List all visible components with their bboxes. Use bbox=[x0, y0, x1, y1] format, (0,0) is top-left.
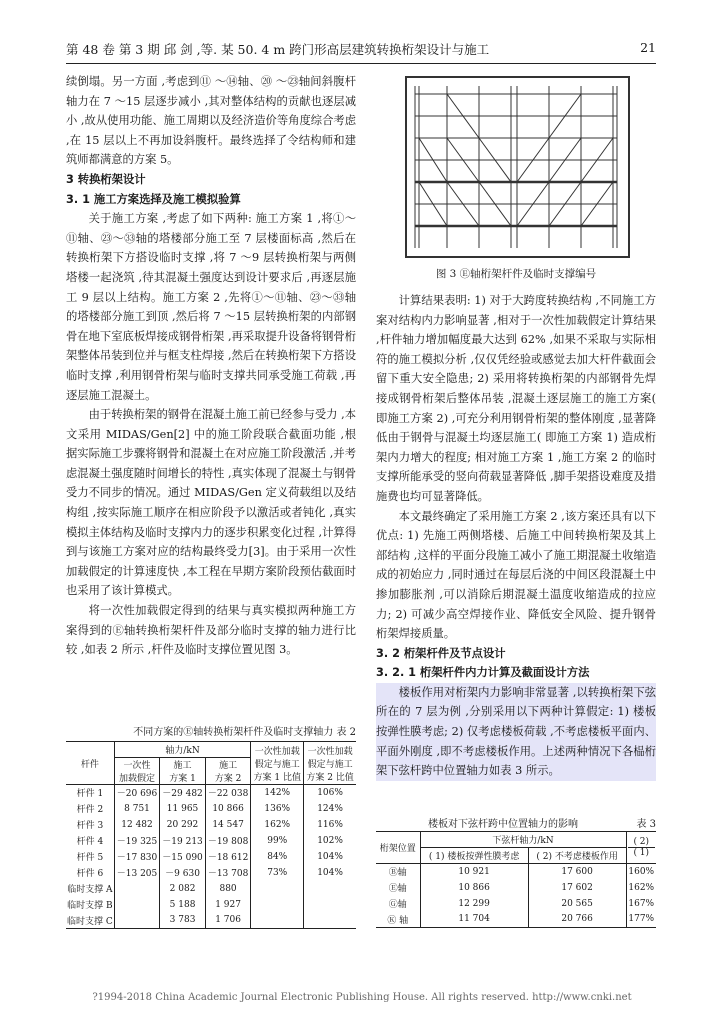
table-cell: 20 565 bbox=[528, 896, 626, 912]
table-cell: 104% bbox=[317, 851, 343, 862]
table-cell: Ⓑ轴 bbox=[376, 864, 420, 880]
table-cell: －22 038 bbox=[205, 785, 251, 801]
table-cell: 14 547 bbox=[205, 817, 251, 833]
table-3-label: 表 3 bbox=[636, 819, 656, 830]
table-cell: 99% bbox=[251, 833, 304, 849]
col-scheme-1-line: 方案 1 bbox=[169, 774, 196, 784]
table-cell: 73% bbox=[251, 865, 304, 881]
table-cell bbox=[114, 881, 160, 897]
table-cell: 167% bbox=[628, 898, 655, 909]
truss-drawing bbox=[407, 78, 628, 256]
paragraph: 由于转换桁架的钢骨在混凝土施工前已经参与受力 ,本文采用 MIDAS/Gen[2] 中的施工阶段联合截面功能 ,根据实际施工步骤将钢骨和混凝土在对应施工阶段激活 ,并考虑混凝土强度随时间增长的特性 ,真实体现了混凝土与钢骨受力不同步的情况。通过 MIDAS/Gen 定义荷载组以及结构组 ,按实际施工顺序在相应阶段予以激活或者钝化 ,真实模拟主体结构及临时支撑内力的逐步积累变化过程 ,计算得到与该施工方案对应的结构最终受力[3]。由于采用一次性加载假定的计算速度快 ,本工程在早期方案阶段预估截面时也采用了该计算模式。 bbox=[66, 408, 356, 598]
col-ratio-1-line: 假定与施工 bbox=[254, 759, 300, 770]
table-cell: 临时支撑 B bbox=[66, 897, 114, 913]
table-cell: 104% bbox=[317, 867, 343, 878]
section-heading-3-2-1: 3. 2. 1 桁架杆件内力计算及截面设计方法 bbox=[376, 666, 590, 680]
table-cell: 84% bbox=[251, 849, 304, 865]
col-elastic-membrane: ( 1) 楼板按弹性膜考虑 bbox=[420, 848, 528, 864]
table-cell: －19 325 bbox=[114, 833, 160, 849]
table-cell: 2 082 bbox=[160, 881, 206, 897]
table-cell: 20 292 bbox=[160, 817, 206, 833]
col-scheme-2 bbox=[205, 758, 251, 785]
table-2-row bbox=[66, 801, 356, 817]
table-2-row bbox=[66, 785, 356, 801]
table-cell bbox=[114, 913, 160, 929]
table-cell: 102% bbox=[317, 835, 343, 846]
table-3-row bbox=[376, 912, 656, 928]
header-journal-title: 第 48 卷 第 3 期 邱 剑 ,等. 某 50. 4 m 跨门形高层建筑转换桁架设计与施工 bbox=[66, 42, 490, 57]
table-cell: 880 bbox=[205, 881, 251, 897]
paragraph: 续倒塌。另一方面 ,考虑到⑪ ～⑭轴、⑳ ～㉓轴间斜腹杆轴力在 7 ～15 层逐步减小 ,其对整体结构的贡献也逐层减小 ,故从使用功能、施工周期以及经济造价等角度综合考虑 ,在 15 层以上不再加设斜腹杆。最终选择了令结构师和建筑师都满意的方案 5。 bbox=[66, 75, 356, 167]
table-cell: －19 213 bbox=[160, 833, 206, 849]
table-cell bbox=[251, 881, 304, 897]
table-cell: 162% bbox=[628, 882, 655, 893]
table-cell: 20 766 bbox=[528, 912, 626, 928]
table-cell bbox=[304, 881, 356, 897]
table-cell: 8 751 bbox=[114, 801, 160, 817]
table-cell: 杆件 2 bbox=[66, 801, 114, 817]
col-ratio-2 bbox=[304, 742, 356, 785]
table-cell: 17 602 bbox=[528, 880, 626, 896]
table-2-body bbox=[66, 785, 356, 929]
table-3-row bbox=[376, 880, 656, 896]
col-scheme-1-line: 施工 bbox=[173, 761, 192, 771]
table-cell: 17 600 bbox=[528, 864, 626, 880]
section-heading-3-1: 3. 1 施工方案选择及施工模拟验算 bbox=[66, 192, 241, 206]
table-cell: Ⓚ 轴 bbox=[376, 912, 420, 928]
col-position: 桁架位置 bbox=[376, 832, 420, 864]
table-3-caption: 楼板对下弦杆跨中位置轴力的影响 bbox=[428, 819, 578, 830]
table-cell: 5 188 bbox=[160, 897, 206, 913]
table-cell: 116% bbox=[317, 819, 343, 830]
table-cell: －9 630 bbox=[160, 865, 206, 881]
col-once bbox=[114, 758, 160, 785]
figure-3-caption: 图 3 Ⓔ轴桁架杆件及临时支撑编号 bbox=[435, 268, 597, 280]
col-member: 杆件 bbox=[66, 742, 114, 785]
table-cell: 142% bbox=[251, 785, 304, 801]
table-cell bbox=[251, 897, 304, 913]
left-column bbox=[66, 72, 356, 714]
col-scheme-2-line: 方案 2 bbox=[214, 774, 242, 784]
col-ratio-numerator: ( 2) bbox=[628, 837, 656, 848]
table-cell: 临时支撑 A bbox=[66, 881, 114, 897]
col-scheme-2-line: 施工 bbox=[219, 761, 238, 771]
right-column bbox=[376, 291, 656, 809]
paragraph: 本文最终确定了采用施工方案 2 ,该方案还具有以下优点: 1) 先施工两侧塔楼、后施工中间转换桁架及其上部结构 ,这样的平面分段施工减小了施工期混凝土收缩造成的初始应力 ,同时通过在每层后浇的中间区段混凝土中掺加膨胀剂 ,可以消除后期混凝土温度收缩造成的拉应力; 2) 可减少高空焊接作业、降低安全风险、提升钢骨桁架焊接质量。 bbox=[376, 509, 656, 641]
table-cell: 杆件 1 bbox=[66, 785, 114, 801]
col-ratio-2-line: 一次性加载 bbox=[307, 746, 353, 757]
table-cell: －19 808 bbox=[205, 833, 251, 849]
paragraph: 关于施工方案 ,考虑了如下两种: 施工方案 1 ,将①～⑪轴、㉓～㉝轴的塔楼部分施工至 7 层楼面标高 ,然后在转换桁架下方搭设临时支撑 ,将 7 ～9 层转换桁架与两侧塔楼一起浇筑 ,待其混凝土强度达到设计要求后 ,再逐层施工 9 层以上结构。施工方案 2 ,先将①～⑪轴、㉓～㉝轴的塔楼部分施工到顶 ,然后将 7 ～15 层转换桁架的内部钢骨在地下室底板焊接成钢骨桁架 ,再采取提升设备将钢骨桁架整体吊装到位并与框支柱焊接 ,然后在转换桁架下方搭设临时支撑 ,利用钢骨桁架与临时支撑共同承受施工荷载 ,再逐层施工混凝土。 bbox=[66, 212, 356, 402]
table-cell: 3 783 bbox=[160, 913, 206, 929]
col-once-line: 一次性 bbox=[123, 761, 151, 771]
header-rule bbox=[66, 63, 656, 64]
page-number: 21 bbox=[640, 40, 656, 55]
table-cell: 10 921 bbox=[420, 864, 528, 880]
col-ratio-1 bbox=[251, 742, 304, 785]
table-cell: 1 706 bbox=[205, 913, 251, 929]
table-2-row bbox=[66, 849, 356, 865]
table-cell: 10 866 bbox=[205, 801, 251, 817]
table-cell: 临时支撑 C bbox=[66, 913, 114, 929]
col-ratio-2-line: 方案 2 比值 bbox=[306, 772, 354, 783]
table-cell: Ⓔ轴 bbox=[376, 880, 420, 896]
paragraph: 计算结果表明: 1) 对于大跨度转换结构 ,不同施工方案对结构内力影响显著 ,相对于一次性加载假定计算结果 ,杆件轴力增加幅度最大达到 62% ,如果不采取与实际相符的施工模拟分析 ,仅仅凭经验或感觉去加大杆件截面会留下重大安全隐患; 2) 采用将转换桁架的内部钢骨先焊接成钢骨桁架后整体吊装 ,混凝土逐层施工的施工方案( 即施工方案 2) ,可充分利用钢骨桁架的整体刚度 ,显著降低由于钢骨与混凝土均逐层施工( 即施工方案 1) 造成桁架内力增大的程度; 相对施工方案 1 ,施工方案 2 的临时支撑所能承受的竖向荷载显著降低 ,脚手架搭设难度及措施费也均可显著降低。 bbox=[376, 294, 656, 503]
table-2 bbox=[66, 741, 356, 929]
table-cell bbox=[114, 897, 160, 913]
table-cell: 12 299 bbox=[420, 896, 528, 912]
table-2-row bbox=[66, 817, 356, 833]
table-cell: Ⓖ轴 bbox=[376, 896, 420, 912]
running-header bbox=[66, 40, 656, 60]
table-2-row bbox=[66, 913, 356, 929]
table-2-row bbox=[66, 897, 356, 913]
col-ratio-denominator: ( 1) bbox=[633, 848, 650, 858]
col-group-force: 轴力/kN bbox=[114, 742, 251, 758]
table-cell: 162% bbox=[251, 817, 304, 833]
table-cell: －15 090 bbox=[160, 849, 206, 865]
table-cell: 杆件 3 bbox=[66, 817, 114, 833]
table-3-row bbox=[376, 864, 656, 880]
table-cell: 11 704 bbox=[420, 912, 528, 928]
table-cell: 136% bbox=[251, 801, 304, 817]
table-2-row bbox=[66, 833, 356, 849]
figure-3-truss-diagram bbox=[405, 76, 630, 258]
table-cell: 177% bbox=[628, 914, 655, 925]
copyright-footer: ?1994-2018 China Academic Journal Electronic Publishing House. All rights reserved. http://www.cnki.net bbox=[92, 992, 632, 1003]
col-ratio-2-line: 假定与施工 bbox=[307, 759, 353, 770]
col-no-slab: ( 2) 不考虑楼板作用 bbox=[528, 848, 626, 864]
section-heading-3-2: 3. 2 桁架杆件及节点设计 bbox=[376, 646, 506, 660]
table-cell: －20 696 bbox=[114, 785, 160, 801]
table-cell: 124% bbox=[317, 803, 343, 814]
section-heading-3: 3 转换桁架设计 bbox=[66, 172, 146, 186]
table-cell: 杆件 5 bbox=[66, 849, 114, 865]
table-cell bbox=[304, 897, 356, 913]
table-3 bbox=[376, 831, 656, 928]
table-cell: 杆件 4 bbox=[66, 833, 114, 849]
col-group-force: 下弦杆轴力/kN bbox=[420, 832, 626, 848]
table-cell: 160% bbox=[628, 866, 655, 877]
table-3-body bbox=[376, 864, 656, 928]
col-scheme-1 bbox=[160, 758, 206, 785]
table-cell bbox=[304, 913, 356, 929]
col-ratio-1-line: 一次性加载 bbox=[254, 746, 300, 757]
col-once-line: 加载假定 bbox=[119, 774, 156, 784]
table-cell: 杆件 6 bbox=[66, 865, 114, 881]
table-cell: －29 482 bbox=[160, 785, 206, 801]
table-cell: －13 708 bbox=[205, 865, 251, 881]
table-cell: －18 612 bbox=[205, 849, 251, 865]
paragraph: 将一次性加载假定得到的结果与真实模拟两种施工方案得到的Ⓔ轴转换桁架杆件及部分临时支撑的轴力进行比较 ,如表 2 所示 ,杆件及临时支撑位置见图 3。 bbox=[66, 604, 356, 657]
table-cell bbox=[251, 913, 304, 929]
table-2-row bbox=[66, 865, 356, 881]
col-ratio-1-line: 方案 1 比值 bbox=[253, 772, 301, 783]
table-2-caption: 不同方案的Ⓔ轴转换桁架杆件及临时支撑轴力 表 2 bbox=[133, 727, 356, 738]
table-cell: 106% bbox=[317, 787, 343, 798]
table-cell: －17 830 bbox=[114, 849, 160, 865]
table-cell: 12 482 bbox=[114, 817, 160, 833]
table-2-row bbox=[66, 881, 356, 897]
table-cell: 11 965 bbox=[160, 801, 206, 817]
col-ratio bbox=[626, 832, 656, 864]
table-cell: 1 927 bbox=[205, 897, 251, 913]
table-cell: 10 866 bbox=[420, 880, 528, 896]
table-cell: －13 205 bbox=[114, 865, 160, 881]
paragraph: 楼板作用对桁架内力影响非常显著 ,以转换桁架下弦所在的 7 层为例 ,分别采用以下两种计算假定: 1) 楼板按弹性膜考虑; 2) 仅考虑楼板荷载 ,不考虑楼板平面内、平面外刚度 ,即不考虑楼板作用。上述两种情况下各榀桁架下弦杆跨中位置轴力如表 3 所示。 bbox=[376, 683, 656, 781]
table-3-row bbox=[376, 896, 656, 912]
